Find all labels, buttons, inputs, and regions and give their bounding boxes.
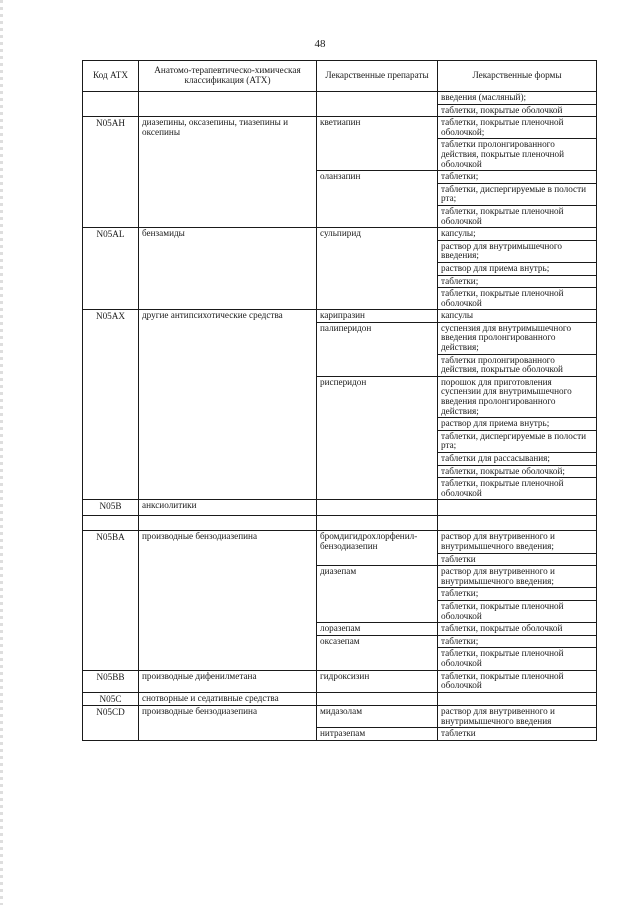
form-cell: таблетки; bbox=[438, 275, 597, 288]
table-row bbox=[83, 692, 597, 706]
class-cell: бензамиды bbox=[139, 228, 317, 310]
class-cell bbox=[139, 92, 317, 117]
form-cell: таблетки, покрытые пленочной оболочкой bbox=[438, 670, 597, 692]
header-classification: Анатомо-терапевтическо-химическая классификация (АТХ) bbox=[139, 61, 317, 92]
drug-cell: лоразепам bbox=[317, 623, 438, 636]
code-cell bbox=[83, 92, 139, 117]
form-cell: таблетки, покрытые оболочкой bbox=[438, 104, 597, 117]
table-row bbox=[83, 706, 597, 728]
form-cell: таблетки; bbox=[438, 588, 597, 601]
form-cell: капсулы; bbox=[438, 228, 597, 241]
code-cell: N05AL bbox=[83, 228, 139, 310]
form-cell: таблетки; bbox=[438, 171, 597, 184]
drug-cell: мидазолам bbox=[317, 706, 438, 728]
table-row bbox=[83, 670, 597, 692]
drug-cell: палиперидон bbox=[317, 322, 438, 376]
form-cell: таблетки пролонгированного действия, покрытые оболочкой bbox=[438, 354, 597, 376]
form-cell: таблетки, покрытые пленочной оболочкой bbox=[438, 205, 597, 227]
drug-cell: оксазепам bbox=[317, 635, 438, 670]
table-row bbox=[83, 531, 597, 553]
form-cell: таблетки, покрытые пленочной оболочкой bbox=[438, 288, 597, 310]
header-drugs: Лекарственные препараты bbox=[317, 61, 438, 92]
class-cell: снотворные и седативные средства bbox=[139, 692, 317, 706]
class-cell: анксиолитики bbox=[139, 500, 317, 516]
form-cell: раствор для внутривенного и внутримышечного введения; bbox=[438, 566, 597, 588]
drug-cell: гидроксизин bbox=[317, 670, 438, 692]
form-cell: таблетки для рассасывания; bbox=[438, 453, 597, 466]
drug-cell: бромдигидрохлорфенил-бензодиазепин bbox=[317, 531, 438, 566]
table-row bbox=[83, 500, 597, 516]
drug-cell bbox=[317, 692, 438, 706]
form-cell: порошок для приготовления суспензии для внутримышечного введения пролонгированного действия; bbox=[438, 376, 597, 417]
form-cell: таблетки, покрытые пленочной оболочкой bbox=[438, 478, 597, 500]
drug-cell bbox=[317, 500, 438, 516]
form-cell: таблетки, диспергируемые в полости рта; bbox=[438, 183, 597, 205]
code-cell: N05BA bbox=[83, 531, 139, 670]
drug-cell: кветиапин bbox=[317, 117, 438, 171]
table-row bbox=[83, 310, 597, 323]
drug-cell: диазепам bbox=[317, 566, 438, 623]
form-cell: раствор для приема внутрь; bbox=[438, 262, 597, 275]
class-cell: другие антипсихотические средства bbox=[139, 310, 317, 500]
code-cell: N05AX bbox=[83, 310, 139, 500]
code-cell: N05C bbox=[83, 692, 139, 706]
drug-cell: нитразепам bbox=[317, 728, 438, 741]
header-forms: Лекарственные формы bbox=[438, 61, 597, 92]
table-row bbox=[83, 117, 597, 139]
table-header-row bbox=[83, 61, 597, 92]
form-cell: раствор для внутримышечного введения; bbox=[438, 240, 597, 262]
form-cell: раствор для приема внутрь; bbox=[438, 418, 597, 431]
drug-cell bbox=[317, 516, 438, 531]
class-cell: производные дифенилметана bbox=[139, 670, 317, 692]
form-cell: таблетки bbox=[438, 553, 597, 566]
table-row-blank bbox=[83, 516, 597, 531]
form-cell: капсулы bbox=[438, 310, 597, 323]
scan-edge-artifact bbox=[0, 0, 3, 905]
form-cell: таблетки, диспергируемые в полости рта; bbox=[438, 430, 597, 452]
form-cell: таблетки; bbox=[438, 635, 597, 648]
code-cell bbox=[83, 516, 139, 531]
drug-cell: рисперидон bbox=[317, 376, 438, 500]
form-cell bbox=[438, 516, 597, 531]
drug-cell bbox=[317, 92, 438, 117]
form-cell: таблетки bbox=[438, 728, 597, 741]
drug-classification-table bbox=[82, 60, 597, 741]
form-cell: таблетки пролонгированного действия, покрытые пленочной оболочкой bbox=[438, 139, 597, 171]
form-cell: суспензия для внутримышечного введения пролонгированного действия; bbox=[438, 322, 597, 354]
form-cell: раствор для внутривенного и внутримышечного введения bbox=[438, 706, 597, 728]
class-cell bbox=[139, 516, 317, 531]
form-cell: таблетки, покрытые оболочкой bbox=[438, 623, 597, 636]
class-cell: производные бензодиазепина bbox=[139, 531, 317, 670]
header-code: Код АТХ bbox=[83, 61, 139, 92]
form-cell: таблетки, покрытые пленочной оболочкой bbox=[438, 648, 597, 670]
table-row bbox=[83, 92, 597, 105]
form-cell bbox=[438, 692, 597, 706]
form-cell bbox=[438, 500, 597, 516]
form-cell: таблетки, покрытые пленочной оболочкой; bbox=[438, 117, 597, 139]
class-cell: диазепины, оксазепины, тиазепины и оксепины bbox=[139, 117, 317, 228]
form-cell: введения (масляный); bbox=[438, 92, 597, 105]
class-cell: производные бензодиазепина bbox=[139, 706, 317, 741]
form-cell: таблетки, покрытые пленочной оболочкой bbox=[438, 600, 597, 622]
form-cell: таблетки, покрытые оболочкой; bbox=[438, 465, 597, 478]
form-cell: раствор для внутривенного и внутримышечного введения; bbox=[438, 531, 597, 553]
code-cell: N05AH bbox=[83, 117, 139, 228]
page-number: 48 bbox=[314, 38, 326, 50]
code-cell: N05CD bbox=[83, 706, 139, 741]
code-cell: N05B bbox=[83, 500, 139, 516]
drug-cell: оланзапин bbox=[317, 171, 438, 228]
code-cell: N05BB bbox=[83, 670, 139, 692]
drug-cell: сульпирид bbox=[317, 228, 438, 310]
drug-cell: карипразин bbox=[317, 310, 438, 323]
table-row bbox=[83, 228, 597, 241]
